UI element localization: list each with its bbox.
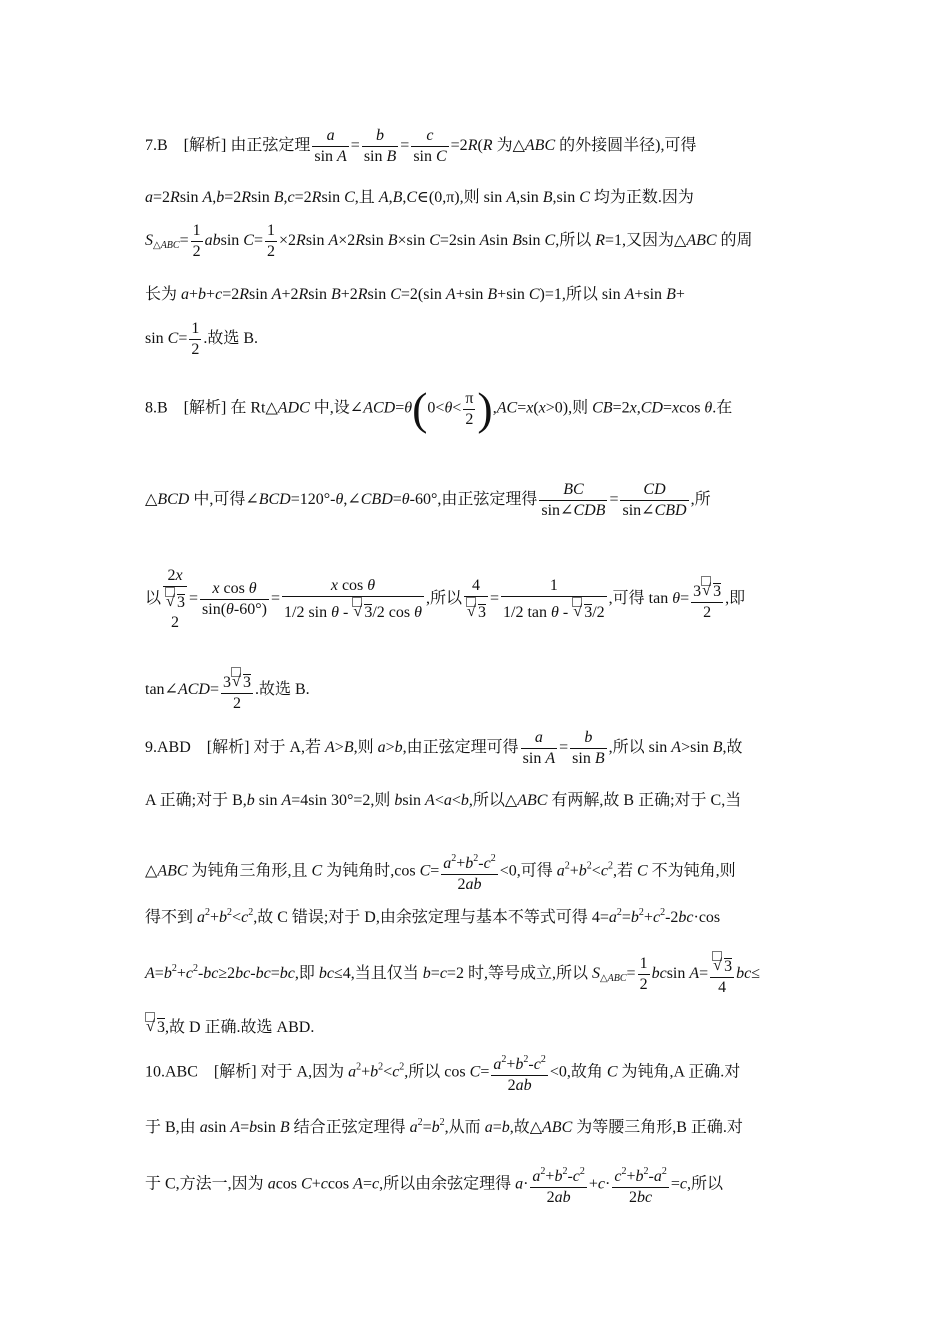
item-9-line-6: √ 3,故 D 正确.故选 ABD.: [145, 1012, 314, 1039]
item-7-line-4: 长为 a+b+c=2Rsin A+2Rsin B+2Rsin C=2(sin A+sin B+sin C)=1,所以 sin A+sin B+: [145, 286, 685, 303]
item-7-line-1: 7.B [解析] 由正弦定理 $\frac{a}{\text{sin A}}$ = $\frac{b}{\text{sin B}}$ = $\frac{c}{\text{sin C}}$ =2R(R 为△ABC 的外接圆半径),可得: [145, 127, 697, 165]
item-7-line-3: $S_{\triangle ABC}=$ $\frac{1}{2}$ absin C= $\frac{1}{2}$ ×2Rsin A×2Rsin B×sin C=2sin Asin Bsin C,所以 R=1,又因为△ABC 的周: [145, 222, 753, 260]
item-8-line-3: 以 2x √ 3 2 = $\frac{\text{x cos θ}}{\sin(\theta-60^\circ)}$ = $\frac{\text{x cos θ}}{\text{1/2 sin θ - √ 3/2 cos θ}}$ ,所以 4 √ 3 = $\frac{1}{\text{1/2 tan θ - √ 3/2}}$ ,可得 tan θ= $\frac{3√ 3}{2}$ ,即: [145, 566, 745, 633]
item-9-line-4: 得不到 $a^2+b^2<c^2$,故 C 错误;对于 D,由余弦定理与基本不等式可得 $4=a^2=b^2+c^2-2bc\cdot\cos$: [145, 907, 721, 926]
item-9-line-5: $A=b^2+c^2-bc\ge 2bc-bc=bc$,即 bc≤4,当且仅当 b=c=2 时,等号成立,所以 $S_{\triangle ABC}=$ $\frac{1}{2}$ bcsin A= √ $\frac{3}{4}$ bc≤: [145, 951, 760, 998]
item-9-line-2: A 正确;对于 B,b sin A=4sin 30°=2,则 bsin A<a<b,所以△ABC 有两解,故 B 正确;对于 C,当: [145, 792, 742, 809]
item-10-line-2: 于 B,由 asin A=bsin B 结合正弦定理得 $a^2=b^2$,从而 a=b,故△ABC 为等腰三角形,B 正确.对: [145, 1117, 743, 1136]
item-9-line-3: △ABC 为钝角三角形,且 C 为钝角时,cos C= $\frac{a^2+b^2-c^2}{2ab}$ <0,可得 $a^2+b^2<c^2$,若 C 不为钝角,则: [145, 849, 736, 895]
item-7-line-2: a=2Rsin A,b=2Rsin B,c=2Rsin C,且 A,B,C∈(0,π),则 sin A,sin B,sin C 均为正数.因为: [145, 189, 694, 206]
item-10-line-1: 10.ABC [解析] 对于 A,因为 $a^2+b^2<c^2$,所以 cos C= $\frac{a^2+b^2-c^2}{2ab}$ <0,故角 C 为钝角,A 正确.对: [145, 1050, 740, 1096]
item-8-line-1: 8.B [解析] 在 Rt△ADC 中,设∠ACD=θ(0<θ< $\frac{\pi}{2}$ ),AC=x(x>0),则 CB=2x,CD=xcos θ.在: [145, 383, 733, 434]
item-9-line-1: 9.ABD [解析] 对于 A,若 A>B,则 a>b,由正弦定理可得 $\frac{a}{\text{sin A}}$ = $\frac{b}{\text{sin B}}$ ,所以 sin A>sin B,故: [145, 729, 743, 767]
item-8-line-2: △BCD 中,可得∠BCD=120°-θ,∠CBD=θ-60°,由正弦定理得 BC sin∠CDB = CD sin∠CBD ,所: [145, 481, 711, 519]
item-10-line-3: 于 C,方法一,因为 acos C+ccos A=c,所以由余弦定理得 a· $\frac{a^2+b^2-c^2}{2ab}$ +c· $\frac{c^2+b^2-a^2}{2bc}$ =c,所以: [145, 1162, 723, 1208]
item-7-line-5: sin C= $\frac{1}{2}$ .故选 B.: [145, 320, 259, 358]
item-8-line-4: tan∠ACD= $\frac{3√ 3}{2}$ .故选 B.: [145, 667, 310, 714]
